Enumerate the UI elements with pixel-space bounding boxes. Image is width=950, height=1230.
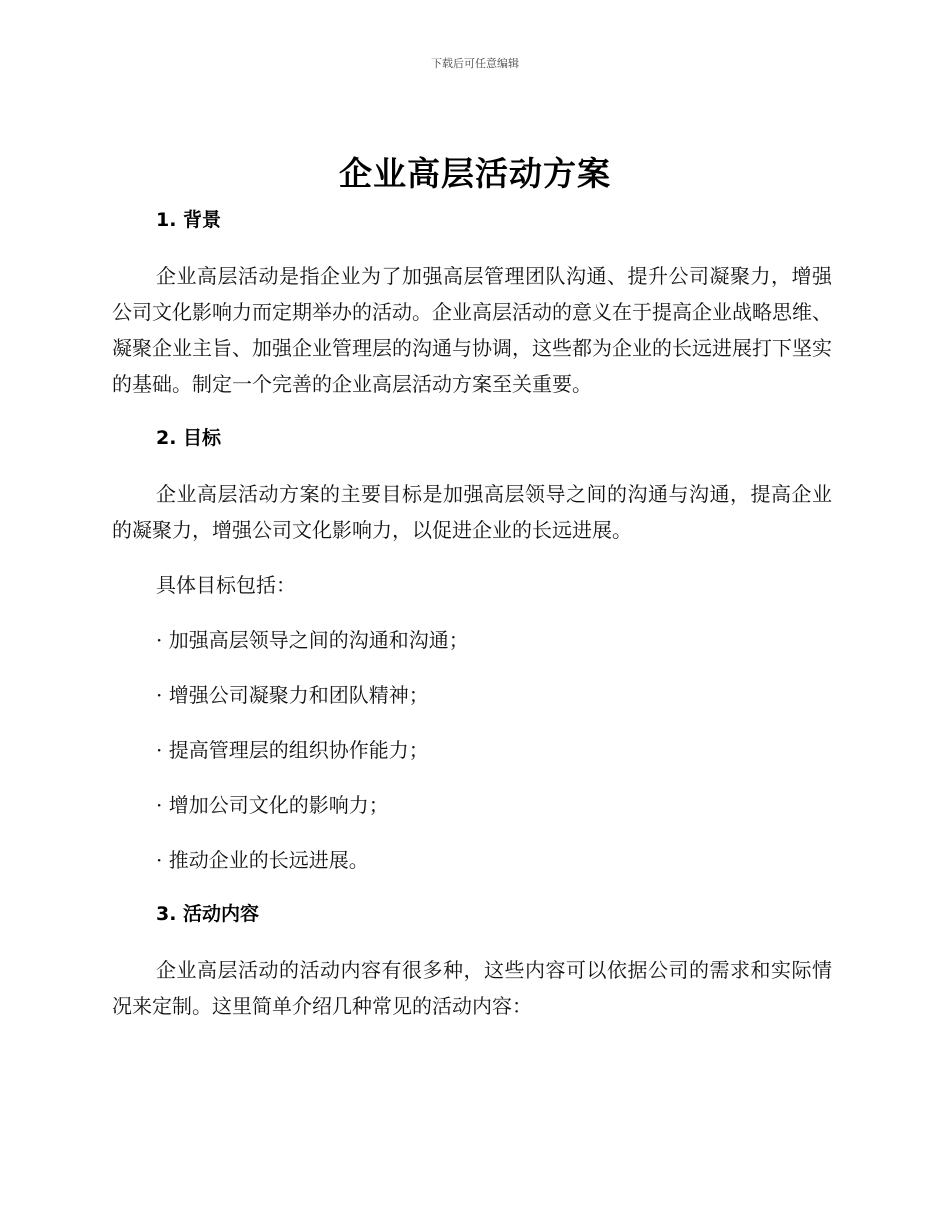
document-body <box>112 203 832 1024</box>
section-heading-goals: 2. 目标 <box>156 427 222 449</box>
goals-paragraph: 企业高层活动方案的主要目标是加强高层领导之间的沟通与沟通，提高企业的凝聚力，增强公司文化影响力，以促进企业的长远进展。 <box>112 482 832 542</box>
background-paragraph: 企业高层活动是指企业为了加强高层管理团队沟通、提升公司凝聚力，增强公司文化影响力而定期举办的活动。企业高层活动的意义在于提高企业战略思维、凝聚企业主旨、加强企业管理层的沟通与协调，这些都为企业的长远进展打下坚实的基础。制定一个完善的企业高层活动方案至关重要。 <box>112 264 832 396</box>
goal-item: · 加强高层领导之间的沟通和沟通； <box>156 628 469 652</box>
section-heading-background: 1. 背景 <box>156 209 222 231</box>
goal-item: · 推动企业的长远进展。 <box>156 848 369 872</box>
goal-item: · 提高管理层的组织协作能力； <box>156 738 429 762</box>
goals-list-intro: 具体目标包括： <box>156 573 296 597</box>
goal-item: · 增加公司文化的影响力； <box>156 793 389 817</box>
activities-paragraph: 企业高层活动的活动内容有很多种，这些内容可以依据公司的需求和实际情况来定制。这里简单介绍几种常见的活动内容： <box>112 958 832 1018</box>
section-heading-activities: 3. 活动内容 <box>156 903 260 925</box>
header-note: 下载后可任意编辑 <box>431 57 519 70</box>
document-title: 企业高层活动方案 <box>339 154 611 193</box>
goal-item: · 增强公司凝聚力和团队精神； <box>156 683 429 707</box>
